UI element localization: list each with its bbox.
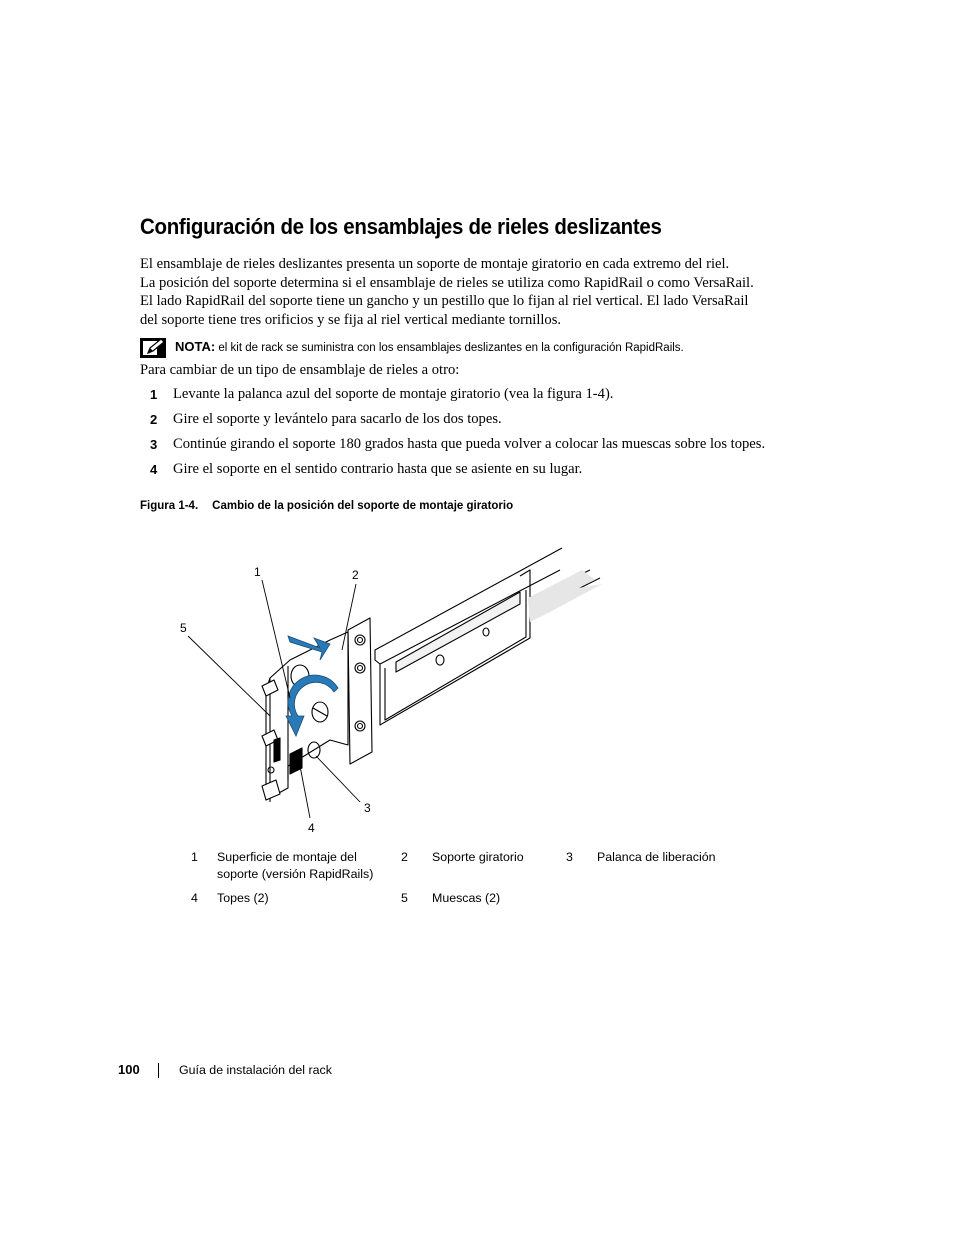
figure-title: Cambio de la posición del soporte de montaje giratorio — [212, 500, 514, 512]
note-text: el kit de rack se suministra con los ensamblajes deslizantes en la configuración RapidRails. — [218, 342, 684, 354]
legend-number: 1 — [191, 850, 198, 864]
step-text: Gire el soporte en el sentido contrario hasta que se asiente en su lugar. — [173, 461, 583, 477]
intro-paragraph — [140, 255, 800, 329]
callout-1: 1 — [254, 565, 261, 579]
intro-line: La posición del soporte determina si el ensamblaje de rieles se utiliza como RapidRail o como VersaRail. — [140, 274, 754, 291]
callout-3: 3 — [364, 801, 371, 815]
step-text: Continúe girando el soporte 180 grados hasta que pueda volver a colocar las muescas sobre los topes. — [173, 436, 766, 452]
legend-number: 4 — [191, 891, 198, 905]
step-number: 1 — [150, 387, 158, 402]
callout-4: 4 — [308, 821, 315, 835]
figure-label: Figura 1-4. — [140, 500, 199, 512]
legend-number: 2 — [401, 850, 408, 864]
callout-5: 5 — [180, 621, 187, 635]
note — [175, 339, 684, 354]
legend-number: 3 — [566, 850, 573, 864]
note-label: NOTA: — [175, 339, 216, 354]
footer-divider — [158, 1063, 159, 1078]
step-text: Levante la palanca azul del soporte de montaje giratorio (vea la figura 1-4). — [173, 386, 614, 402]
rail-bracket-illustration — [170, 540, 620, 840]
intro-line: del soporte tiene tres orificios y se fija al riel vertical mediante tornillos. — [140, 311, 562, 328]
callout-2: 2 — [352, 568, 359, 582]
legend-line: Superficie de montaje del — [217, 850, 357, 864]
legend-text: Palanca de liberación — [597, 850, 716, 864]
legend-number: 5 — [401, 891, 408, 905]
intro-line: El ensamblaje de rieles deslizantes presenta un soporte de montaje giratorio en cada extremo del riel. — [140, 256, 730, 272]
step-text: Gire el soporte y levántelo para sacarlo de los dos topes. — [173, 411, 502, 427]
page-number: 100 — [118, 1062, 140, 1077]
section-title: Configuración de los ensamblajes de rieles deslizantes — [140, 214, 662, 239]
legend-text: Topes (2) — [217, 891, 269, 905]
legend-text — [217, 849, 373, 883]
intro-line: El lado RapidRail del soporte tiene un gancho y un pestillo que lo fijan al riel vertical. El lado VersaRail — [140, 293, 749, 310]
step-number: 4 — [150, 462, 158, 477]
step-number: 3 — [150, 437, 158, 452]
legend-text: Soporte giratorio — [432, 850, 524, 864]
figure-caption — [140, 500, 513, 512]
procedure-lead: Para cambiar de un tipo de ensamblaje de rieles a otro: — [140, 362, 460, 378]
footer-doc-title: Guía de instalación del rack — [179, 1063, 332, 1077]
step-number: 2 — [150, 412, 158, 427]
pencil-note-icon — [140, 338, 166, 358]
legend-line: soporte (versión RapidRails) — [217, 867, 374, 881]
legend-text: Muescas (2) — [432, 891, 501, 905]
